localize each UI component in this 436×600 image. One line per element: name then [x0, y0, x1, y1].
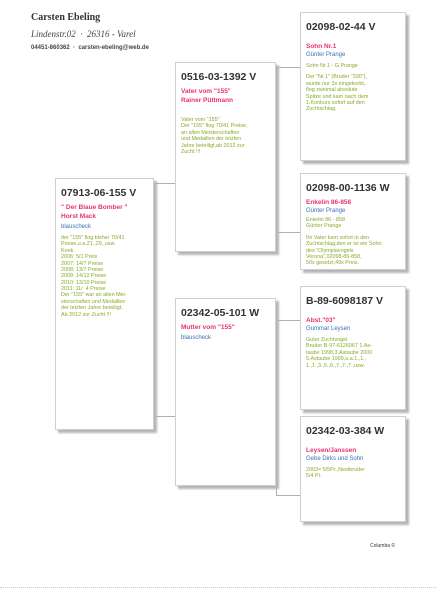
- connector-mother-vertical: [276, 320, 277, 495]
- footer-brand: Columba ©: [370, 543, 396, 549]
- pigeon-card-fathers-father: [300, 12, 406, 161]
- connector-main-to-mother: [154, 416, 175, 417]
- connector-father-to-ff: [276, 67, 300, 68]
- relation-label: Sohn Nr.1: [306, 43, 337, 50]
- breeder-name: Gebe Dirks und Sohn: [306, 456, 364, 462]
- ring-number: 02342-03-384 W: [306, 425, 385, 437]
- notes: Der "Nr.1" (Bruder "330"), wurde nur 3x eingekorbt, flog zweimal absolute Spitze und kam nach dem 1.Konkurs sofort auf den Zuchtschlag.: [306, 74, 369, 113]
- ring-number: 02098-02-44 V: [306, 21, 376, 33]
- connector-main-vertical: [154, 183, 155, 416]
- pigeon-card-mothers-father: [300, 286, 406, 410]
- notes: der "155" flog bisher 70/41 Preise,u.a.21.,29.,usw. Konk. 2006: 5/1 Preis 2007: 14/7 Preise 2008: 13/7 Preise 2009: 14/12 Preise 2010: 13/10 Preise 2011: 11/ 4 Preise Der "155" war an allen Mei- sterschaften und Medaillen der letzten Jahre beteiligt. Ab 2012 zur Zucht !!!: [61, 235, 127, 318]
- pigeon-card-fathers-mother: [300, 173, 406, 270]
- bottom-divider: [0, 587, 436, 588]
- relation-label: Mutter vom "155": [181, 324, 235, 331]
- ring-number: 02342-05-101 W: [181, 307, 260, 319]
- notes: Vater vom "155" Der "155" flog 70/41 Preise, an allen Meisterschaften und Medaillen der letzten Jahre beteiligt,ab 2012 zur Zucht !!!: [181, 117, 248, 155]
- owner-name: Carsten Ebeling: [31, 12, 101, 23]
- relation-label: Vater vom "155": [181, 88, 231, 95]
- breeder-name: Rainer Püttmann: [181, 97, 234, 104]
- relation-label: Abst."03": [306, 317, 336, 324]
- ring-number: 07913-06-155 V: [61, 187, 137, 199]
- breeder-name: Horst Mack: [61, 213, 97, 220]
- notes: Ihr Vater kam sofort in den Zuchtschlag,den er ist ein Sohn des "Olympiavogels Verona",02098-86-858, 50x gesetzt,49x Preis.: [306, 234, 382, 267]
- owner-address: Lindenstr.02 · 26316 - Varel: [31, 29, 136, 39]
- plumage-color: blauscheck: [61, 224, 92, 230]
- pigeon-card-father: [175, 62, 276, 252]
- ring-number: 02098-00-1136 W: [306, 182, 390, 194]
- connector-mother-to-mf: [276, 320, 300, 321]
- ring-number: B-89-6098187 V: [306, 295, 384, 307]
- relation-label: Enkelin 86-858: [306, 199, 352, 206]
- pigeon-card-main: [55, 178, 154, 430]
- relation-label: Leysen/Janssen: [306, 447, 357, 454]
- pigeon-card-mother: [175, 298, 276, 486]
- breeder-name: Gummar Leysen: [306, 326, 351, 332]
- owner-contact: 04451-860362 · carsten-ebeling@web.de: [31, 45, 149, 51]
- nickname: " Der Blaue Bomber ": [61, 204, 128, 211]
- connector-mother-to-mm: [276, 495, 300, 496]
- notes: Guter Zuchtvogel Bruder B-97-6126067 1.As- taube 1998,3.Astaube 2000 5.Astaube 1999,u.a.1.,1., 1.,1.,3.,5.,6.,7.,7.,7.,usw.: [306, 337, 373, 369]
- notes: 2003= 5/5Pr.,Nestbruder 5/4 Pr.: [306, 467, 365, 480]
- plumage-color: blauscheck: [181, 335, 212, 341]
- connector-father-to-fm: [276, 232, 300, 233]
- subtitle: Sohn Nr.1 - G.Prange: [306, 63, 358, 69]
- subtitle: Enkelin 86 - 858 Günter Prange: [306, 217, 345, 230]
- breeder-name: Günter Prange: [306, 208, 346, 214]
- ring-number: 0516-03-1392 V: [181, 71, 257, 83]
- pigeon-card-mothers-mother: [300, 416, 406, 522]
- breeder-name: Günter Prange: [306, 52, 346, 58]
- connector-main-to-father: [154, 183, 175, 184]
- connector-father-vertical: [276, 67, 277, 232]
